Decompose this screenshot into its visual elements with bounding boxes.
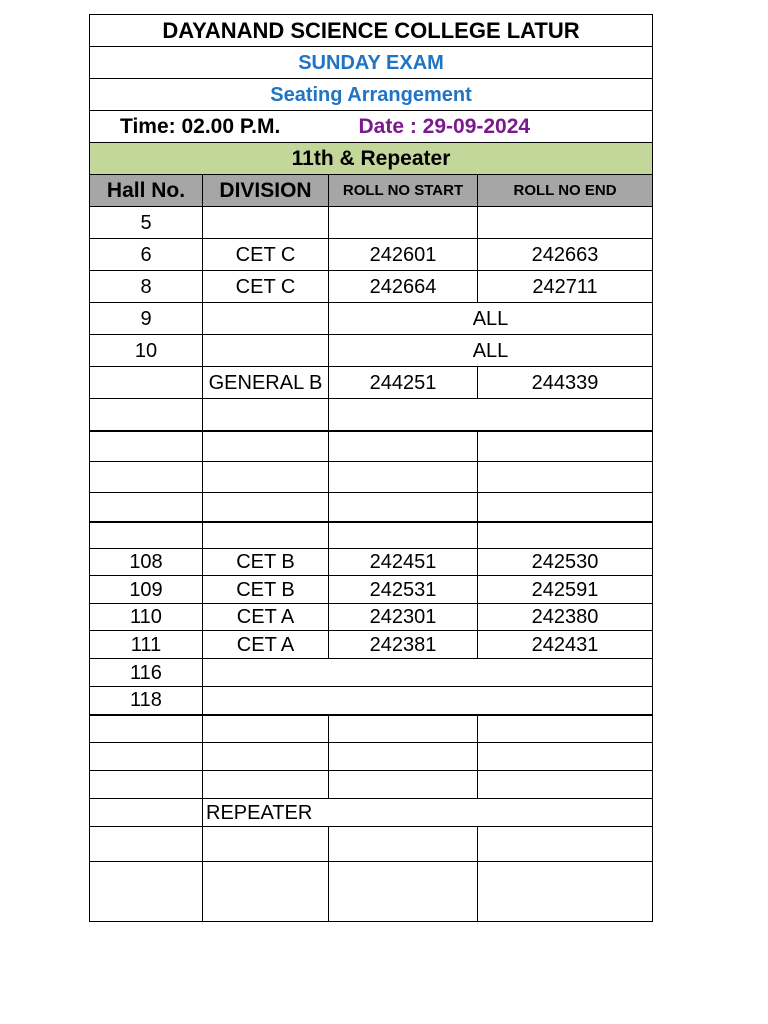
merged-detail-cell xyxy=(203,659,653,687)
hall-cell: 118 xyxy=(90,687,203,715)
empty-cell xyxy=(203,771,329,799)
empty-cell xyxy=(90,431,203,462)
division-cell: CET B xyxy=(203,576,329,604)
empty-cell xyxy=(329,462,478,493)
table-row xyxy=(90,549,653,576)
table-row xyxy=(90,239,653,271)
hall-cell: 116 xyxy=(90,659,203,687)
empty-cell xyxy=(203,715,329,743)
division-cell: CET A xyxy=(203,604,329,631)
roll-start-cell: 244251 xyxy=(329,367,478,399)
exam-title: SUNDAY EXAM xyxy=(90,47,653,79)
exam-time: Time: 02.00 P.M. xyxy=(90,111,329,143)
roll-range-merged-cell: ALL xyxy=(329,303,653,335)
hall-cell: 10 xyxy=(90,335,203,367)
table-row xyxy=(90,743,653,771)
division-cell: CET C xyxy=(203,239,329,271)
table-row xyxy=(90,399,653,431)
empty-cell xyxy=(90,743,203,771)
roll-range-merged-cell: ALL xyxy=(329,335,653,367)
repeater-label: REPEATER xyxy=(203,799,653,827)
empty-cell xyxy=(90,862,203,922)
empty-cell xyxy=(203,862,329,922)
roll-range-merged-cell xyxy=(329,399,653,431)
hall-cell: 5 xyxy=(90,207,203,239)
division-cell xyxy=(203,399,329,431)
seating-table xyxy=(89,14,653,922)
table-row xyxy=(90,522,653,549)
roll-start-cell: 242381 xyxy=(329,631,478,659)
division-cell: GENERAL B xyxy=(203,367,329,399)
division-cell: CET C xyxy=(203,271,329,303)
roll-end-cell: 244339 xyxy=(478,367,653,399)
table-row xyxy=(90,862,653,922)
roll-end-cell: 242530 xyxy=(478,549,653,576)
table-row xyxy=(90,462,653,493)
table-row xyxy=(90,771,653,799)
empty-cell xyxy=(90,493,203,522)
table-row xyxy=(90,335,653,367)
empty-cell xyxy=(329,827,478,862)
exam-date: Date : 29-09-2024 xyxy=(329,111,653,143)
roll-end-cell: 242591 xyxy=(478,576,653,604)
hall-cell xyxy=(90,367,203,399)
hall-cell: 108 xyxy=(90,549,203,576)
roll-end-cell: 242380 xyxy=(478,604,653,631)
empty-cell xyxy=(329,771,478,799)
empty-cell xyxy=(90,462,203,493)
table-row xyxy=(90,687,653,715)
division-cell: CET B xyxy=(203,549,329,576)
header-roll-end: ROLL NO END xyxy=(478,175,653,207)
empty-cell xyxy=(478,493,653,522)
empty-cell xyxy=(478,431,653,462)
empty-cell xyxy=(203,431,329,462)
hall-cell: 6 xyxy=(90,239,203,271)
table-row xyxy=(90,576,653,604)
empty-cell xyxy=(478,522,653,549)
table-row xyxy=(90,715,653,743)
empty-cell xyxy=(90,827,203,862)
table-row xyxy=(90,271,653,303)
roll-start-cell: 242531 xyxy=(329,576,478,604)
header-division: DIVISION xyxy=(203,175,329,207)
division-cell xyxy=(203,335,329,367)
division-cell: CET A xyxy=(203,631,329,659)
hall-cell: 109 xyxy=(90,576,203,604)
roll-start-cell: 242601 xyxy=(329,239,478,271)
empty-cell xyxy=(90,715,203,743)
empty-cell xyxy=(329,522,478,549)
hall-cell xyxy=(90,399,203,431)
empty-cell xyxy=(478,462,653,493)
empty-cell xyxy=(203,522,329,549)
roll-end-cell: 242663 xyxy=(478,239,653,271)
college-name: DAYANAND SCIENCE COLLEGE LATUR xyxy=(90,15,653,47)
table-row xyxy=(90,207,653,239)
roll-end-cell: 242431 xyxy=(478,631,653,659)
empty-cell xyxy=(203,827,329,862)
table-row xyxy=(90,799,653,827)
roll-start-cell: 242451 xyxy=(329,549,478,576)
table-row xyxy=(90,659,653,687)
empty-cell xyxy=(203,493,329,522)
table-row xyxy=(90,493,653,522)
empty-cell xyxy=(203,462,329,493)
division-cell xyxy=(203,207,329,239)
empty-cell xyxy=(329,862,478,922)
roll-start-cell xyxy=(329,207,478,239)
empty-cell xyxy=(478,743,653,771)
hall-cell: 9 xyxy=(90,303,203,335)
roll-end-cell: 242711 xyxy=(478,271,653,303)
roll-start-cell: 242301 xyxy=(329,604,478,631)
hall-cell xyxy=(90,799,203,827)
hall-cell: 8 xyxy=(90,271,203,303)
empty-cell xyxy=(329,743,478,771)
merged-detail-cell xyxy=(203,687,653,715)
hall-cell: 110 xyxy=(90,604,203,631)
empty-cell xyxy=(329,715,478,743)
hall-cell: 111 xyxy=(90,631,203,659)
header-hall: Hall No. xyxy=(90,175,203,207)
header-roll-start: ROLL NO START xyxy=(329,175,478,207)
empty-cell xyxy=(478,715,653,743)
empty-cell xyxy=(90,771,203,799)
roll-end-cell xyxy=(478,207,653,239)
section-title: 11th & Repeater xyxy=(90,143,653,175)
table-row xyxy=(90,827,653,862)
table-row xyxy=(90,303,653,335)
table-row xyxy=(90,631,653,659)
empty-cell xyxy=(329,493,478,522)
column-headers xyxy=(90,175,653,207)
empty-cell xyxy=(329,431,478,462)
empty-cell xyxy=(203,743,329,771)
table-row xyxy=(90,367,653,399)
empty-cell xyxy=(478,827,653,862)
page-subtitle: Seating Arrangement xyxy=(90,79,653,111)
empty-cell xyxy=(90,522,203,549)
roll-start-cell: 242664 xyxy=(329,271,478,303)
table-row xyxy=(90,604,653,631)
empty-cell xyxy=(478,862,653,922)
empty-cell xyxy=(478,771,653,799)
table-row xyxy=(90,431,653,462)
division-cell xyxy=(203,303,329,335)
